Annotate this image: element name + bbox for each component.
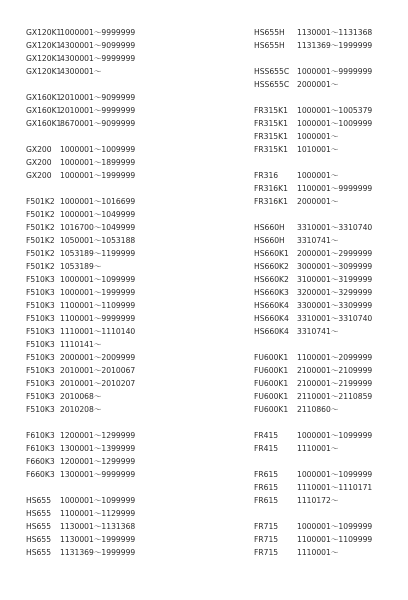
model-code: HS655 <box>26 548 52 557</box>
serial-range: 1000001～1009999 <box>297 119 373 128</box>
model-code: HS660H <box>254 236 285 245</box>
serial-group <box>26 91 135 130</box>
model-code: F501K2 <box>26 249 55 258</box>
serial-row <box>254 221 372 234</box>
model-code: HS655 <box>26 509 52 518</box>
left-column <box>26 26 135 559</box>
serial-group <box>26 195 135 416</box>
serial-range: 1100001～1109999 <box>60 301 136 310</box>
serial-range: 1110001～1110140 <box>60 327 136 336</box>
serial-group <box>26 26 135 78</box>
model-code: FR415 <box>254 444 279 453</box>
serial-range: 1000001～1099999 <box>297 431 373 440</box>
model-code: GX120K1 <box>26 54 62 63</box>
serial-group <box>254 351 372 416</box>
model-code: F510K3 <box>26 379 55 388</box>
serial-row <box>26 338 135 351</box>
model-code: HS660K2 <box>254 262 289 271</box>
group-spacer <box>26 78 135 91</box>
model-code: FR315K1 <box>254 132 288 141</box>
group-spacer <box>26 130 135 143</box>
model-code: F510K3 <box>26 327 55 336</box>
serial-range: 1110001～1110171 <box>297 483 373 492</box>
model-code: F510K3 <box>26 392 55 401</box>
serial-row <box>254 247 372 260</box>
serial-row <box>26 390 135 403</box>
serial-row <box>254 494 372 507</box>
serial-group <box>254 65 372 91</box>
model-code: GX160K1 <box>26 93 62 102</box>
serial-row <box>254 312 372 325</box>
model-code: F510K3 <box>26 366 55 375</box>
model-code: HS660H <box>254 223 285 232</box>
serial-range: 3310741～ <box>297 327 339 336</box>
model-code: HS655H <box>254 28 285 37</box>
serial-range: 1300001～1399999 <box>60 444 136 453</box>
model-code: HS655H <box>254 41 285 50</box>
serial-group <box>254 221 372 338</box>
serial-range: 2000001～2999999 <box>297 249 373 258</box>
group-spacer <box>254 156 372 169</box>
serial-range: 4300001～9999999 <box>60 54 136 63</box>
model-code: FU600K1 <box>254 405 289 414</box>
serial-row <box>26 533 135 546</box>
serial-range: 1200001～1299999 <box>60 457 136 466</box>
model-code: F610K3 <box>26 431 55 440</box>
serial-range: 2000001～2009999 <box>60 353 136 362</box>
serial-range: 2110001～2110859 <box>297 392 373 401</box>
serial-row <box>254 403 372 416</box>
model-code: FU600K1 <box>254 366 289 375</box>
serial-row <box>26 117 135 130</box>
serial-range: 4300001～ <box>60 67 102 76</box>
serial-range: 1053189～1199999 <box>60 249 136 258</box>
serial-range: 1000001～1009999 <box>60 145 136 154</box>
model-code: FR615 <box>254 470 279 479</box>
model-code: FR315K1 <box>254 106 288 115</box>
serial-group <box>26 494 135 559</box>
serial-range: 1130001～1131368 <box>60 522 136 531</box>
serial-row <box>254 325 372 338</box>
serial-range: 1000001～1099999 <box>60 496 136 505</box>
serial-group <box>254 520 372 559</box>
model-code: FR615 <box>254 496 279 505</box>
serial-row <box>26 143 135 156</box>
serial-row <box>26 273 135 286</box>
serial-range: 1110001～ <box>297 548 339 557</box>
serial-row <box>254 533 372 546</box>
serial-row <box>26 39 135 52</box>
serial-range: 2010068～ <box>60 392 102 401</box>
serial-row <box>254 390 372 403</box>
serial-row <box>254 78 372 91</box>
serial-range: 1200001～1299999 <box>60 431 136 440</box>
serial-row <box>26 403 135 416</box>
serial-range: 1300001～9999999 <box>60 470 136 479</box>
model-code: F501K2 <box>26 236 55 245</box>
serial-row <box>254 260 372 273</box>
serial-range: 2010001～2010207 <box>60 379 136 388</box>
serial-row <box>254 286 372 299</box>
model-code: HS660K1 <box>254 249 289 258</box>
model-code: F501K2 <box>26 210 55 219</box>
serial-range: 2010208～ <box>60 405 102 414</box>
model-code: F501K2 <box>26 223 55 232</box>
serial-range: 1130001～1131368 <box>297 28 373 37</box>
model-code: F510K3 <box>26 405 55 414</box>
model-code: GX200 <box>26 145 52 154</box>
model-code: GX200 <box>26 158 52 167</box>
serial-range: 2010001～2010067 <box>60 366 136 375</box>
serial-group <box>26 429 135 481</box>
serial-row <box>254 377 372 390</box>
group-spacer <box>254 416 372 429</box>
serial-row <box>26 364 135 377</box>
serial-range: 2000001～ <box>297 197 339 206</box>
serial-row <box>26 455 135 468</box>
model-code: F510K3 <box>26 340 55 349</box>
serial-row <box>26 208 135 221</box>
model-code: FR315K1 <box>254 145 288 154</box>
serial-range: 1000001～1999999 <box>60 288 136 297</box>
serial-range: 1000001～1099999 <box>297 522 373 531</box>
serial-group <box>254 169 372 208</box>
serial-range: 1000001～ <box>297 132 339 141</box>
serial-range: 1000001～1999999 <box>60 171 136 180</box>
serial-row <box>254 143 372 156</box>
serial-group <box>26 143 135 182</box>
model-code: HS660K4 <box>254 314 289 323</box>
model-code: F510K3 <box>26 288 55 297</box>
serial-range: 4300001～9099999 <box>60 41 136 50</box>
serial-range: 1000001～1899999 <box>60 158 136 167</box>
serial-range: 1000001～1005379 <box>297 106 373 115</box>
model-code: HS660K3 <box>254 288 289 297</box>
serial-row <box>254 182 372 195</box>
model-code: FR715 <box>254 548 279 557</box>
serial-row <box>26 169 135 182</box>
serial-row <box>254 65 372 78</box>
serial-row <box>254 104 372 117</box>
serial-row <box>26 234 135 247</box>
model-code: GX200 <box>26 171 52 180</box>
model-code: FU600K1 <box>254 392 289 401</box>
serial-range: 1000001～1049999 <box>60 210 136 219</box>
serial-range: 2010001～9099999 <box>60 93 136 102</box>
serial-row <box>26 260 135 273</box>
serial-range: 1131369～1999999 <box>297 41 373 50</box>
serial-range: 1110141～ <box>60 340 102 349</box>
serial-row <box>254 481 372 494</box>
serial-range: 2000001～ <box>297 80 339 89</box>
serial-range: 1110001～ <box>297 444 339 453</box>
serial-row <box>254 546 372 559</box>
serial-range: 3310741～ <box>297 236 339 245</box>
model-code: GX120K1 <box>26 28 62 37</box>
serial-range: 1053189～ <box>60 262 102 271</box>
serial-range: 2110860～ <box>297 405 339 414</box>
serial-range: 1000001～1099999 <box>60 275 136 284</box>
serial-range: 3310001～3310740 <box>297 223 373 232</box>
serial-row <box>26 156 135 169</box>
model-code: F660K3 <box>26 457 55 466</box>
serial-group <box>254 104 372 156</box>
model-code: F501K2 <box>26 262 55 271</box>
model-code: FR315K1 <box>254 119 288 128</box>
group-spacer <box>254 507 372 520</box>
serial-range: 3300001～3309999 <box>297 301 373 310</box>
serial-row <box>26 312 135 325</box>
serial-row <box>26 507 135 520</box>
group-spacer <box>254 91 372 104</box>
serial-row <box>26 377 135 390</box>
serial-row <box>26 286 135 299</box>
model-code: GX120K1 <box>26 41 62 50</box>
serial-range: 1000001～9999999 <box>60 28 136 37</box>
serial-range: 1100001～1129999 <box>60 509 136 518</box>
group-spacer <box>254 208 372 221</box>
serial-row <box>254 520 372 533</box>
model-code: FR715 <box>254 522 279 531</box>
serial-range: 1000001～1099999 <box>297 470 373 479</box>
serial-range: 2100001～2109999 <box>297 366 373 375</box>
serial-row <box>26 520 135 533</box>
serial-row <box>254 299 372 312</box>
model-code: FU600K1 <box>254 353 289 362</box>
group-spacer <box>254 52 372 65</box>
model-code: F501K2 <box>26 197 55 206</box>
serial-row <box>26 468 135 481</box>
serial-row <box>254 273 372 286</box>
model-code: HS655 <box>26 496 52 505</box>
model-code: FR316 <box>254 171 279 180</box>
serial-range: 3200001～3299999 <box>297 288 373 297</box>
serial-row <box>254 442 372 455</box>
serial-range: 3310001～3310740 <box>297 314 373 323</box>
serial-range: 3100001～3199999 <box>297 275 373 284</box>
model-code: GX120K1 <box>26 67 62 76</box>
serial-row <box>26 325 135 338</box>
model-code: HS660K4 <box>254 301 289 310</box>
model-code: HS655 <box>26 535 52 544</box>
model-code: FR316K1 <box>254 184 288 193</box>
serial-row <box>26 52 135 65</box>
serial-range: 8670001～9099999 <box>60 119 136 128</box>
group-spacer <box>26 182 135 195</box>
group-spacer <box>26 416 135 429</box>
model-code: F610K3 <box>26 444 55 453</box>
group-spacer <box>254 455 372 468</box>
model-code: FR615 <box>254 483 279 492</box>
serial-range: 1131369～1999999 <box>60 548 136 557</box>
model-code: F660K3 <box>26 470 55 479</box>
right-column <box>254 26 372 559</box>
serial-range: 1000001～1016699 <box>60 197 136 206</box>
serial-row <box>26 494 135 507</box>
serial-range: 3000001～3099999 <box>297 262 373 271</box>
serial-row <box>254 429 372 442</box>
model-code: HS660K4 <box>254 327 289 336</box>
serial-range: 1100001～2099999 <box>297 353 373 362</box>
model-code: HS655 <box>26 522 52 531</box>
serial-row <box>254 351 372 364</box>
serial-group <box>254 429 372 455</box>
model-code: HS660K2 <box>254 275 289 284</box>
model-code: FR715 <box>254 535 279 544</box>
serial-row <box>254 39 372 52</box>
serial-row <box>26 221 135 234</box>
serial-row <box>26 429 135 442</box>
serial-row <box>254 234 372 247</box>
model-code: GX160K1 <box>26 106 62 115</box>
serial-row <box>26 299 135 312</box>
serial-group <box>254 468 372 507</box>
serial-range: 1100001～9999999 <box>60 314 136 323</box>
model-code: F510K3 <box>26 301 55 310</box>
serial-row <box>254 468 372 481</box>
serial-row <box>26 65 135 78</box>
model-code: GX160K1 <box>26 119 62 128</box>
model-code: HSS655C <box>254 67 290 76</box>
serial-group <box>254 26 372 52</box>
serial-range: 1100001～9999999 <box>297 184 373 193</box>
serial-row <box>254 117 372 130</box>
serial-row <box>26 247 135 260</box>
serial-row <box>26 351 135 364</box>
group-spacer <box>254 338 372 351</box>
model-code: F510K3 <box>26 275 55 284</box>
group-spacer <box>26 481 135 494</box>
model-code: FR316K1 <box>254 197 288 206</box>
serial-range: 1050001～1053188 <box>60 236 136 245</box>
serial-row <box>254 169 372 182</box>
serial-range: 1000001～9999999 <box>297 67 373 76</box>
serial-range: 1130001～1999999 <box>60 535 136 544</box>
serial-row <box>26 442 135 455</box>
serial-row <box>254 364 372 377</box>
serial-range: 1016700～1049999 <box>60 223 136 232</box>
model-code: HSS655C <box>254 80 290 89</box>
model-code: FU600K1 <box>254 379 289 388</box>
serial-range: 1000001～ <box>297 171 339 180</box>
serial-row <box>26 195 135 208</box>
serial-range: 2010001～9999999 <box>60 106 136 115</box>
serial-range: 2100001～2199999 <box>297 379 373 388</box>
serial-row <box>26 546 135 559</box>
serial-row <box>254 195 372 208</box>
serial-row <box>254 130 372 143</box>
model-code: F510K3 <box>26 314 55 323</box>
serial-row <box>254 26 372 39</box>
model-code: FR415 <box>254 431 279 440</box>
model-code: F510K3 <box>26 353 55 362</box>
serial-range: 1110172～ <box>297 496 339 505</box>
serial-row <box>26 104 135 117</box>
serial-range: 1100001～1109999 <box>297 535 373 544</box>
serial-row <box>26 26 135 39</box>
serial-range: 1010001～ <box>297 145 339 154</box>
serial-row <box>26 91 135 104</box>
